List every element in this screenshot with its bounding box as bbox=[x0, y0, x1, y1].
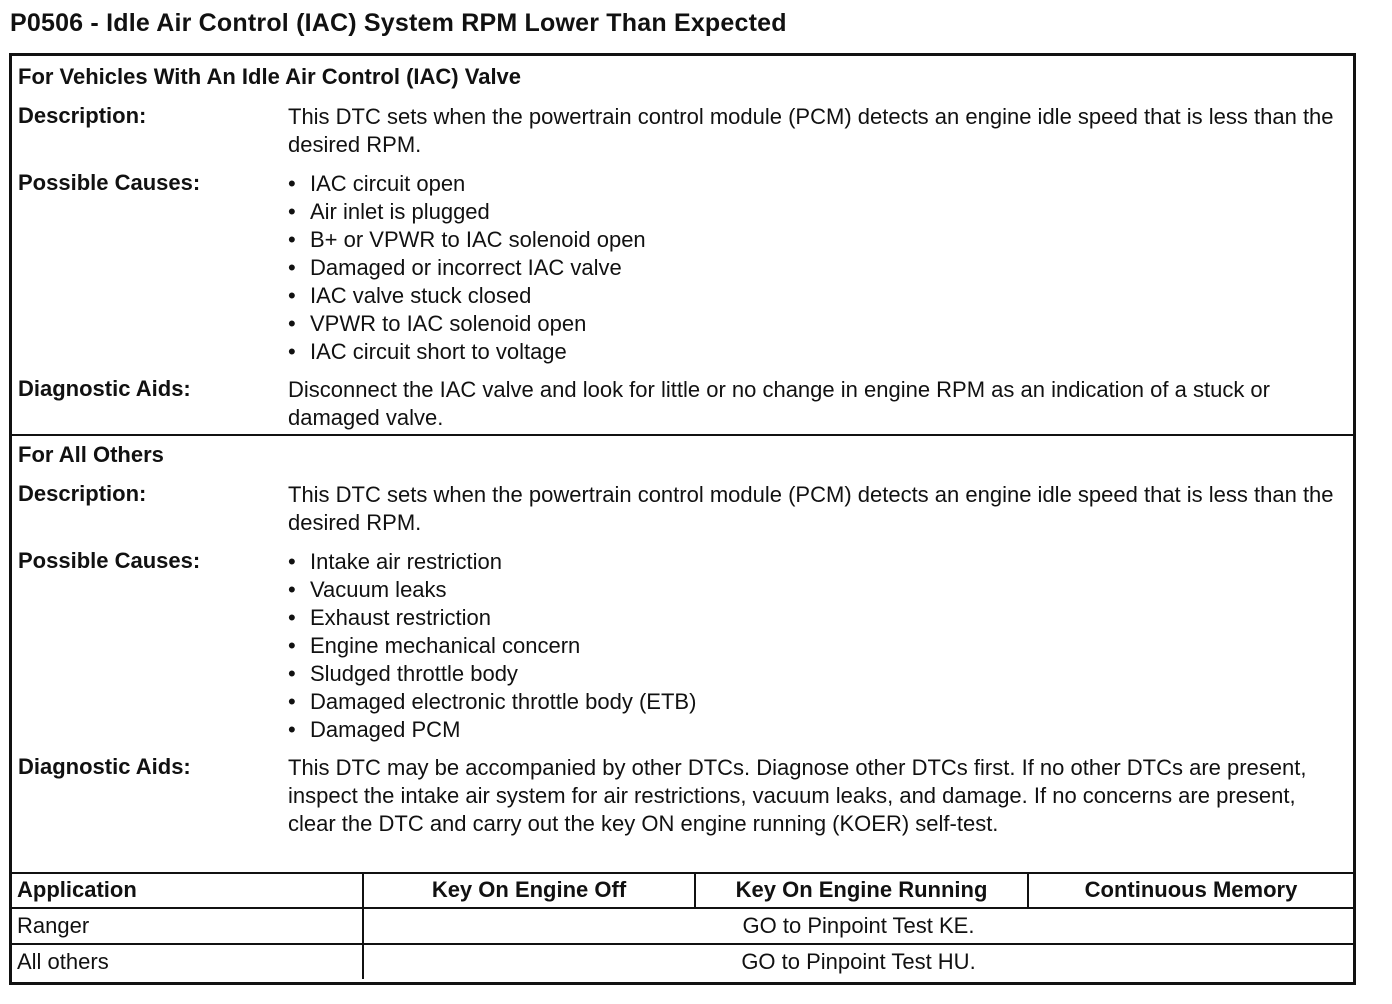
diagnostic-aids-label: Diagnostic Aids: bbox=[18, 754, 191, 779]
section-heading: For Vehicles With An Idle Air Control (IAC) Valve bbox=[18, 64, 522, 89]
diagnostic-aids-label: Diagnostic Aids: bbox=[18, 376, 191, 401]
table-header-row bbox=[12, 873, 1353, 908]
list-item: • VPWR to IAC solenoid open bbox=[288, 310, 646, 338]
description-label: Description: bbox=[18, 481, 147, 506]
possible-causes-list bbox=[288, 548, 696, 744]
list-item: • Vacuum leaks bbox=[288, 576, 696, 604]
list-item: • B+ or VPWR to IAC solenoid open bbox=[288, 226, 646, 254]
application-cell: All others bbox=[12, 944, 363, 979]
possible-causes-list bbox=[288, 170, 646, 366]
table-row bbox=[12, 944, 1353, 979]
section-heading: For All Others bbox=[18, 442, 164, 467]
diagnostic-aids-text: This DTC may be accompanied by other DTCs. Diagnose other DTCs first. If no other DTCs are present, inspect the intake air system for air restrictions, vacuum leaks, and damage. If no concerns are present, clear the DTC and carry out the key ON engine running (KOER) self-test. bbox=[288, 755, 1307, 836]
list-item: • IAC circuit open bbox=[288, 170, 646, 198]
section-all-others bbox=[12, 435, 1353, 874]
list-item: • Damaged or incorrect IAC valve bbox=[288, 254, 646, 282]
pinpoint-test-cell: GO to Pinpoint Test KE. bbox=[363, 908, 1353, 944]
diagnostic-aids-text: Disconnect the IAC valve and look for little or no change in engine RPM as an indication of a stuck or damaged valve. bbox=[288, 377, 1270, 430]
page-title: P0506 - Idle Air Control (IAC) System RPM Lower Than Expected bbox=[10, 9, 787, 37]
application-table bbox=[12, 873, 1353, 979]
header-key-on-engine-running: Key On Engine Running bbox=[695, 873, 1028, 908]
dtc-document-frame bbox=[9, 53, 1356, 985]
list-item: • Damaged PCM bbox=[288, 716, 696, 744]
list-item: • Sludged throttle body bbox=[288, 660, 696, 688]
header-application: Application bbox=[12, 873, 363, 908]
application-cell: Ranger bbox=[12, 908, 363, 944]
list-item: • Intake air restriction bbox=[288, 548, 696, 576]
list-item: • Air inlet is plugged bbox=[288, 198, 646, 226]
pinpoint-test-cell: GO to Pinpoint Test HU. bbox=[363, 944, 1353, 979]
description-text: This DTC sets when the powertrain control module (PCM) detects an engine idle speed that is less than the desired RPM. bbox=[288, 104, 1334, 157]
possible-causes-label: Possible Causes: bbox=[18, 548, 201, 573]
table-row bbox=[12, 908, 1353, 944]
list-item: • Exhaust restriction bbox=[288, 604, 696, 632]
list-item: • Damaged electronic throttle body (ETB) bbox=[288, 688, 696, 716]
list-item: • Engine mechanical concern bbox=[288, 632, 696, 660]
header-key-on-engine-off: Key On Engine Off bbox=[363, 873, 695, 908]
description-label: Description: bbox=[18, 103, 147, 128]
list-item: • IAC valve stuck closed bbox=[288, 282, 646, 310]
description-text: This DTC sets when the powertrain control module (PCM) detects an engine idle speed that is less than the desired RPM. bbox=[288, 482, 1334, 535]
header-continuous-memory: Continuous Memory bbox=[1028, 873, 1353, 908]
list-item: • IAC circuit short to voltage bbox=[288, 338, 646, 366]
section-iac-valve-vehicles bbox=[12, 56, 1353, 436]
possible-causes-label: Possible Causes: bbox=[18, 170, 201, 195]
